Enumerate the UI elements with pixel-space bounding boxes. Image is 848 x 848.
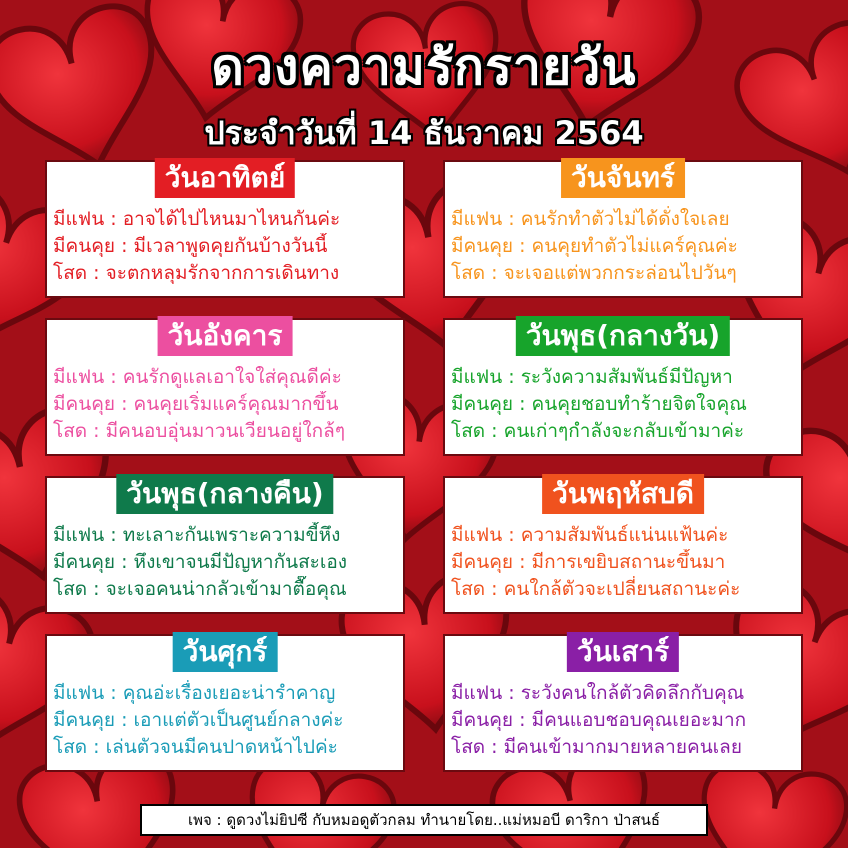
card-line: มีแฟน : ทะเลาะกันเพราะความขี้หึง <box>53 524 341 546</box>
day-card-wednesday-day <box>443 318 803 456</box>
card-line: มีคนคุย : มีการเขยิบสถานะขึ้นมา <box>451 551 726 573</box>
footer-credit: เพจ : ดูดวงไม่ยิปซี กับหมอดูตัวกลม ทำนายโดย..แม่หมอบี ดาริกา ป่าสนธ์ <box>140 804 708 836</box>
day-card-wednesday-night <box>45 476 405 614</box>
card-line: โสด : จะเจอคนน่ากลัวเข้ามาตื๊อคุณ <box>53 578 347 600</box>
day-label: วันพฤหัสบดี <box>542 474 704 514</box>
card-line: โสด : คนเก่าๆกำลังจะกลับเข้ามาค่ะ <box>451 420 745 442</box>
day-label: วันพุธ(กลางวัน) <box>516 316 730 356</box>
day-card-saturday <box>443 634 803 772</box>
card-line: มีคนคุย : คนคุยเริ่มแคร์คุณมากขึ้น <box>53 393 339 415</box>
card-line: มีแฟน : อาจได้ไปไหนมาไหนกันค่ะ <box>53 208 341 230</box>
card-line: โสด : มีคนอบอุ่นมาวนเวียนอยู่ใกล้ๆ <box>53 420 346 442</box>
card-line: มีคนคุย : มีคนแอบชอบคุณเยอะมาก <box>451 709 747 731</box>
date-subtitle: ประจำวันที่ 14 ธันวาคม 2564 <box>204 114 644 152</box>
day-label: วันจันทร์ <box>561 158 685 198</box>
card-line: มีแฟน : คนรักดูแลเอาใจใส่คุณดีค่ะ <box>53 366 342 388</box>
card-line: โสด : จะตกหลุมรักจากการเดินทาง <box>53 262 340 284</box>
day-card-friday <box>45 634 405 772</box>
day-label: วันอาทิตย์ <box>155 158 295 198</box>
card-line: โสด : เล่นตัวจนมีคนปาดหน้าไปค่ะ <box>53 736 338 758</box>
day-label: วันเสาร์ <box>567 632 679 672</box>
card-line: มีคนคุย : หึงเขาจนมีปัญหากันสะเอง <box>53 551 348 573</box>
card-line: มีแฟน : ระวังคนใกล้ตัวคิดลึกกับคุณ <box>451 682 745 704</box>
day-label: วันศุกร์ <box>173 632 278 672</box>
card-line: มีคนคุย : มีเวลาพูดคุยกันบ้างวันนี้ <box>53 235 328 257</box>
card-line: โสด : จะเจอแต่พวกกระล่อนไปวันๆ <box>451 262 737 284</box>
day-label: วันอังคาร <box>158 316 293 356</box>
card-line: มีคนคุย : คนคุยทำตัวไม่แคร์คุณค่ะ <box>451 235 738 257</box>
day-label: วันพุธ(กลางคืน) <box>116 474 333 514</box>
card-line: มีแฟน : คนรักทำตัวไม่ได้ดั่งใจเลย <box>451 208 730 230</box>
day-card-monday <box>443 160 803 298</box>
card-line: โสด : คนใกล้ตัวจะเปลี่ยนสถานะค่ะ <box>451 578 741 600</box>
day-card-tuesday <box>45 318 405 456</box>
card-line: โสด : มีคนเข้ามากมายหลายคนเลย <box>451 736 742 758</box>
page-title: ดวงความรักรายวัน <box>211 38 637 96</box>
day-card-sunday <box>45 160 405 298</box>
card-line: มีคนคุย : คนคุยชอบทำร้ายจิตใจคุณ <box>451 393 747 415</box>
card-line: มีแฟน : ระวังความสัมพันธ์มีปัญหา <box>451 366 733 388</box>
card-line: มีคนคุย : เอาแต่ตัวเป็นศูนย์กลางค่ะ <box>53 709 344 731</box>
day-card-thursday <box>443 476 803 614</box>
card-line: มีแฟน : คุณอ่ะเรื่องเยอะน่ารำคาญ <box>53 682 336 704</box>
card-line: มีแฟน : ความสัมพันธ์แน่นแฟ้นค่ะ <box>451 524 729 546</box>
